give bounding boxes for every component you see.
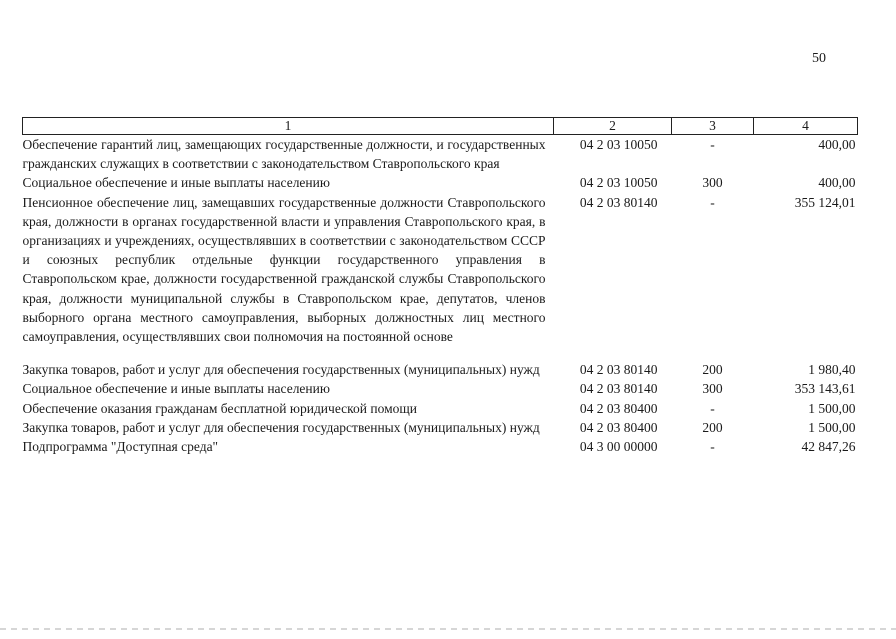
row-code: 04 2 03 80140: [579, 194, 658, 210]
budget-table: [22, 117, 858, 456]
header-col-3: 3: [672, 118, 754, 135]
row-type: -: [710, 137, 715, 152]
row-code: 04 2 03 80400: [579, 419, 658, 435]
row-type: 300: [702, 381, 723, 397]
row-name: Пенсионное обеспечение лиц, замещавших государственные должности Ставропольского края, должности в органах государственной власти и управления Ставропольского края, в организациях и учреждениях, осуществлявших в соответствии с законодательством СССР и союзных республик отдельные функции государственного управления в Ставропольском крае, должности государственной гражданской службы Ставропольского края, должности муниципальной службы в Ставропольском крае, депутатов, членов выборного органа местного самоуправления, выборных должностных лиц местного самоуправления, осуществлявших свои полномочия на постоянной основе: [22, 194, 546, 345]
row-name: Закупка товаров, работ и услуг для обеспечения государственных (муниципальных) нужд: [22, 419, 540, 435]
row-type: -: [710, 439, 715, 455]
row-type: -: [710, 194, 715, 210]
row-amount: 1 500,00: [808, 419, 856, 435]
header-col-4: 4: [754, 118, 858, 135]
table-row: [23, 193, 858, 347]
row-name: Подпрограмма "Доступная среда": [22, 439, 219, 455]
row-code: 04 2 03 80400: [579, 400, 658, 416]
row-amount: 1 980,40: [808, 362, 856, 378]
table-row: [23, 399, 858, 418]
row-name: Обеспечение гарантий лиц, замещающих государственные должности, и государственных гражданских служащих в соответствии с законодательством Ставропольского края: [22, 137, 546, 172]
header-col-1: 1: [23, 118, 554, 135]
table-row: [23, 346, 858, 379]
table-row: [23, 437, 858, 456]
row-amount: 400,00: [818, 175, 856, 191]
row-code: 04 2 03 10050: [579, 175, 658, 191]
row-amount: 42 847,26: [801, 439, 856, 455]
page-number: 50: [812, 51, 826, 66]
row-name: Социальное обеспечение и иные выплаты населению: [22, 381, 330, 397]
row-name: Социальное обеспечение и иные выплаты населению: [22, 175, 330, 191]
row-code: 04 2 03 80140: [579, 362, 658, 378]
header-col-2: 2: [554, 118, 672, 135]
row-type: 300: [702, 175, 723, 191]
row-type: 200: [702, 362, 723, 378]
table-row: [23, 418, 858, 437]
scan-noise-line: [0, 628, 896, 630]
row-type: 200: [702, 419, 723, 435]
row-code: 04 2 03 10050: [579, 137, 658, 152]
row-type: -: [710, 400, 715, 416]
row-code: 04 3 00 00000: [579, 439, 658, 455]
table-row: [23, 379, 858, 398]
row-name: Закупка товаров, работ и услуг для обеспечения государственных (муниципальных) нужд: [22, 362, 540, 378]
table-row: [23, 135, 858, 174]
row-code: 04 2 03 80140: [579, 381, 658, 397]
table-row: [23, 173, 858, 192]
row-amount: 353 143,61: [794, 381, 856, 397]
header-row: [23, 118, 858, 135]
row-amount: 400,00: [818, 137, 856, 152]
row-name: Обеспечение оказания гражданам бесплатной юридической помощи: [22, 400, 417, 416]
row-amount: 355 124,01: [794, 194, 856, 210]
row-amount: 1 500,00: [808, 400, 856, 416]
